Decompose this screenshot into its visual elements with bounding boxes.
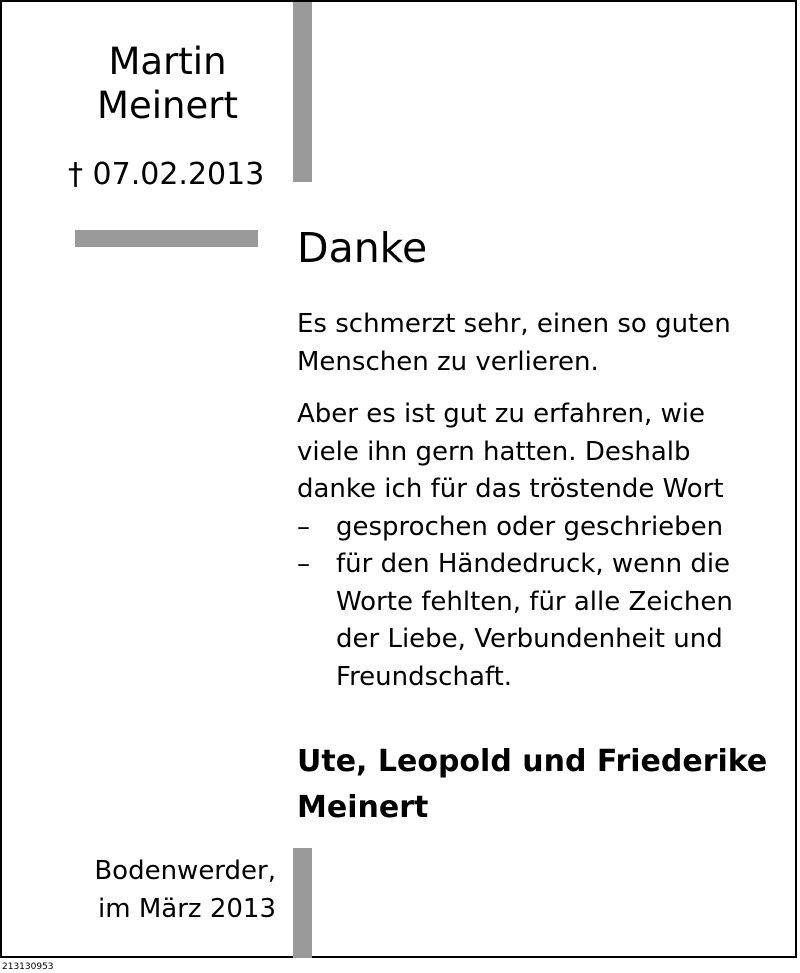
deceased-name [55, 40, 280, 128]
list-item-line: Worte fehlten, für alle Zeichen [336, 586, 733, 617]
place-line-2: im März 2013 [98, 894, 276, 924]
signature-line-2: Meinert [297, 790, 429, 825]
paragraph-1 [297, 306, 767, 381]
list-item-line: der Liebe, Verbundenheit und [336, 624, 723, 654]
paragraph-2-line-3: danke ich für das tröstende Wort [297, 474, 724, 504]
list-item-line: für den Händedruck, wenn die [336, 549, 731, 579]
signature [297, 739, 767, 831]
dash-bullet: – [297, 511, 310, 542]
place-and-date [60, 852, 276, 928]
paragraph-2-line-2: viele ihn gern hatten. Deshalb [297, 436, 691, 467]
message-text [297, 306, 767, 696]
list-item [297, 546, 767, 696]
last-name: Meinert [97, 84, 238, 127]
list-item-line: Freundschaft. [336, 661, 513, 692]
dash-bullet: – [297, 549, 310, 579]
signature-line-1: Ute, Leopold und Friederike [297, 744, 768, 779]
paragraph-2-line-1: Aber es ist gut zu erfahren, wie [297, 399, 705, 429]
paragraph-1-line-1: Es schmerzt sehr, einen so guten [297, 309, 731, 339]
paragraph-1-line-2: Menschen zu verlieren. [297, 346, 599, 377]
horizontal-gray-bar [75, 230, 258, 247]
list-item-text [336, 546, 733, 696]
bottom-gray-bar [293, 848, 312, 958]
place-line-1: Bodenwerder, [94, 856, 276, 886]
paragraph-2 [297, 396, 767, 509]
thanks-heading: Danke [297, 224, 428, 272]
death-date: † 07.02.2013 [68, 157, 265, 192]
list-item [297, 509, 767, 547]
top-gray-bar [293, 2, 312, 182]
ad-code: 213130953 [2, 962, 54, 972]
list-item-text: gesprochen oder geschrieben [336, 511, 724, 542]
first-name: Martin [108, 40, 227, 83]
